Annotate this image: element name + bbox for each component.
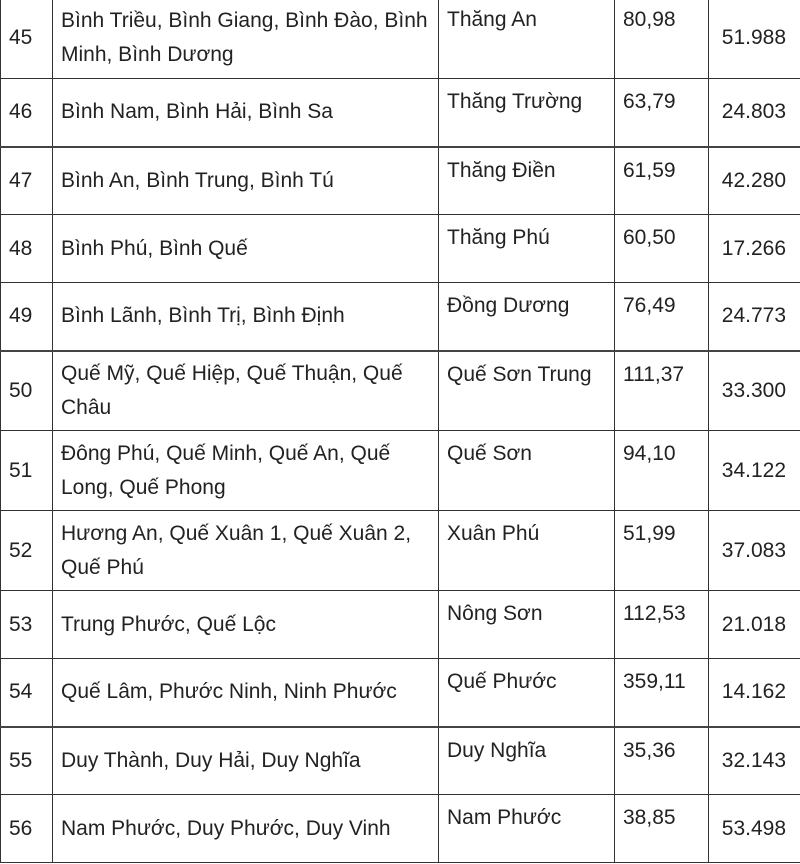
population-value: 24.773	[709, 283, 800, 351]
row-number: 51	[1, 431, 53, 511]
new-commune-name: Nam Phước	[439, 795, 615, 863]
table-row	[1, 79, 800, 147]
merged-communes: Duy Thành, Duy Hải, Duy Nghĩa	[53, 727, 439, 795]
new-commune-name: Thăng Điền	[439, 147, 615, 215]
population-value: 53.498	[709, 795, 800, 863]
area-value: 94,10	[615, 431, 709, 511]
merged-communes: Bình An, Bình Trung, Bình Tú	[53, 147, 439, 215]
area-value: 35,36	[615, 727, 709, 795]
merged-communes: Bình Triều, Bình Giang, Bình Đào, Bình Minh, Bình Dương	[53, 0, 439, 79]
table-row	[1, 351, 800, 431]
area-value: 60,50	[615, 215, 709, 283]
area-value: 359,11	[615, 659, 709, 727]
population-value: 14.162	[709, 659, 800, 727]
area-value: 80,98	[615, 0, 709, 79]
merged-communes: Bình Phú, Bình Quế	[53, 215, 439, 283]
new-commune-name: Thăng An	[439, 0, 615, 79]
row-number: 53	[1, 591, 53, 659]
new-commune-name: Quế Sơn Trung	[439, 351, 615, 431]
population-value: 42.280	[709, 147, 800, 215]
row-number: 55	[1, 727, 53, 795]
merged-communes: Nam Phước, Duy Phước, Duy Vinh	[53, 795, 439, 863]
table-row	[1, 0, 800, 79]
area-value: 63,79	[615, 79, 709, 147]
table-row	[1, 431, 800, 511]
table-row	[1, 795, 800, 863]
row-number: 50	[1, 351, 53, 431]
new-commune-name: Duy Nghĩa	[439, 727, 615, 795]
table-row	[1, 727, 800, 795]
row-number: 56	[1, 795, 53, 863]
population-value: 32.143	[709, 727, 800, 795]
area-value: 38,85	[615, 795, 709, 863]
merged-communes: Đông Phú, Quế Minh, Quế An, Quế Long, Quế Phong	[53, 431, 439, 511]
table-row	[1, 511, 800, 591]
area-value: 112,53	[615, 591, 709, 659]
new-commune-name: Xuân Phú	[439, 511, 615, 591]
population-value: 33.300	[709, 351, 800, 431]
merged-communes: Quế Lâm, Phước Ninh, Ninh Phước	[53, 659, 439, 727]
row-number: 52	[1, 511, 53, 591]
merged-communes: Bình Lãnh, Bình Trị, Bình Định	[53, 283, 439, 351]
new-commune-name: Nông Sơn	[439, 591, 615, 659]
table-row	[1, 659, 800, 727]
population-value: 51.988	[709, 0, 800, 79]
row-number: 47	[1, 147, 53, 215]
merged-communes: Quế Mỹ, Quế Hiệp, Quế Thuận, Quế Châu	[53, 351, 439, 431]
table-row	[1, 147, 800, 215]
row-number: 45	[1, 0, 53, 79]
area-value: 111,37	[615, 351, 709, 431]
row-number: 46	[1, 79, 53, 147]
merged-communes: Bình Nam, Bình Hải, Bình Sa	[53, 79, 439, 147]
table-row	[1, 283, 800, 351]
population-value: 34.122	[709, 431, 800, 511]
area-value: 61,59	[615, 147, 709, 215]
merged-communes: Trung Phước, Quế Lộc	[53, 591, 439, 659]
population-value: 24.803	[709, 79, 800, 147]
new-commune-name: Quế Sơn	[439, 431, 615, 511]
merged-communes: Hương An, Quế Xuân 1, Quế Xuân 2, Quế Phú	[53, 511, 439, 591]
area-value: 51,99	[615, 511, 709, 591]
new-commune-name: Thăng Phú	[439, 215, 615, 283]
population-value: 21.018	[709, 591, 800, 659]
table-row	[1, 591, 800, 659]
population-value: 37.083	[709, 511, 800, 591]
new-commune-name: Thăng Trường	[439, 79, 615, 147]
table-row	[1, 215, 800, 283]
area-value: 76,49	[615, 283, 709, 351]
row-number: 48	[1, 215, 53, 283]
row-number: 49	[1, 283, 53, 351]
population-value: 17.266	[709, 215, 800, 283]
new-commune-name: Đồng Dương	[439, 283, 615, 351]
row-number: 54	[1, 659, 53, 727]
new-commune-name: Quế Phước	[439, 659, 615, 727]
